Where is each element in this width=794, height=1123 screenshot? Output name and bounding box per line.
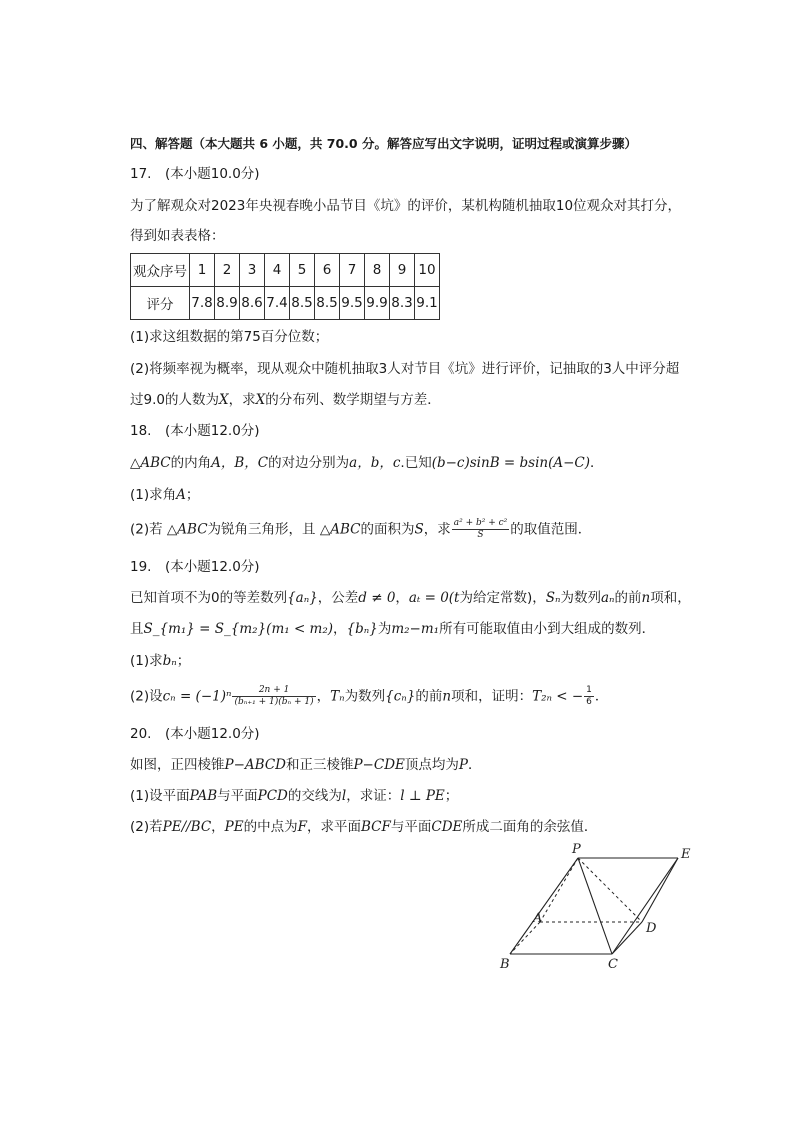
math-expression: l ⊥ PE [400, 788, 445, 804]
q20-heading: 20. (本小题12.0分) [130, 726, 260, 742]
text-segment: 且 [130, 621, 144, 637]
fraction-numerator: 1 [586, 685, 592, 695]
text-segment: ， [211, 819, 225, 835]
math-var: P [458, 757, 468, 773]
id-cell: 8 [365, 254, 390, 287]
text-segment: ． [594, 688, 609, 705]
math-var: P−ABCD [224, 757, 286, 773]
text-segment: 所有可能取值由小到大组成的数列． [439, 621, 656, 637]
math-expression: {bₙ} [346, 621, 378, 637]
q18-part1 [130, 485, 199, 505]
score-cell: 8.5 [315, 287, 340, 320]
math-var: ABC [140, 455, 171, 471]
text-segment: (2)若 △ [130, 521, 178, 538]
score-cell: 8.3 [390, 287, 415, 320]
text-segment: (2)设 [130, 688, 163, 705]
fraction-numerator: a² + b² + c² [453, 518, 508, 528]
math-var: Sₙ [545, 590, 561, 606]
text-segment: 的前 [415, 688, 443, 705]
text-segment: ； [444, 788, 459, 804]
q17-part2-line2 [130, 390, 441, 410]
q18-stem [130, 453, 604, 473]
fraction [584, 685, 594, 708]
text-segment: 的交线为 [287, 788, 342, 804]
math-var: ABC [330, 521, 361, 538]
text-segment: △ [130, 455, 141, 471]
text-segment: 的前 [614, 590, 642, 606]
fraction [232, 685, 315, 708]
text-segment: 的内角 [170, 455, 212, 471]
text-segment: 为数列 [560, 590, 601, 606]
id-cell: 7 [340, 254, 365, 287]
table-row [131, 287, 440, 320]
math-var: n [641, 590, 651, 606]
q19-part1 [130, 651, 190, 671]
text-segment: (1)设平面 [130, 788, 190, 804]
text-segment: ，求证： [346, 788, 401, 804]
fraction-denominator: 6 [586, 697, 592, 707]
math-var: BCF [361, 819, 391, 835]
text-segment: ； [185, 487, 200, 503]
math-expression: T₂ₙ < − [532, 688, 584, 705]
text-segment: 为 [377, 621, 392, 637]
math-expression: PE//BC [162, 819, 212, 835]
text-segment: .已知 [400, 455, 432, 471]
text-segment: ，公差 [317, 590, 359, 606]
math-var: ABC [177, 521, 208, 538]
q18-part2 [130, 518, 591, 541]
id-cell: 6 [315, 254, 340, 287]
text-segment: ，求 [423, 521, 451, 538]
q17-part2-line1: (2)将频率视为概率，现从观众中随机抽取3人对节目《坑》进行评价，记抽取的3人中评分超 [130, 361, 680, 377]
q17-stem-line1: 为了解观众对2023年央视春晚小品节目《坑》的评价，某机构随机抽取10位观众对其打分， [130, 198, 682, 214]
id-cell: 1 [190, 254, 215, 287]
math-var: A [176, 487, 186, 503]
label-b: B [500, 957, 510, 972]
q19-part2 [130, 685, 608, 708]
row-header-score: 评分 [131, 287, 190, 320]
math-var: l [341, 788, 347, 804]
math-expression: S_{m₁} = S_{m₂}(m₁ < m₂) [143, 621, 334, 637]
text-segment: ． [590, 455, 604, 471]
q20-part2 [130, 817, 597, 837]
math-var: Tₙ [330, 688, 345, 705]
label-d: D [646, 921, 657, 936]
text-segment: 过9.0的人数为 [130, 392, 219, 408]
q17-part1: (1)求这组数据的第75百分位数； [130, 329, 329, 345]
edge-pc [578, 858, 612, 954]
math-expression: m₂−m₁ [391, 621, 440, 637]
text-segment: 为给定常数)， [459, 590, 546, 606]
score-cell: 9.9 [365, 287, 390, 320]
id-cell: 5 [290, 254, 315, 287]
text-segment: 的分布列、数学期望与方差． [265, 392, 441, 408]
q17-heading: 17. (本小题10.0分) [130, 166, 260, 182]
text-segment: 和正三棱锥 [285, 757, 354, 773]
text-segment: 项和， [650, 590, 691, 606]
edge-ce [612, 858, 678, 954]
label-p: P [572, 842, 581, 857]
math-var: X [218, 392, 229, 408]
fraction [452, 518, 510, 541]
q20-part1 [130, 786, 458, 806]
score-cell: 8.6 [240, 287, 265, 320]
math-expression: {cₙ} [385, 688, 416, 705]
math-var: PE [224, 819, 244, 835]
table-row [131, 254, 440, 287]
text-segment: 如图，正四棱锥 [130, 757, 225, 773]
text-segment: 与平面 [217, 788, 258, 804]
q17-stem-line2: 得到如表表格： [130, 228, 225, 244]
label-c: C [608, 957, 618, 972]
text-segment: 项和，证明： [451, 688, 533, 705]
edge-pb [510, 858, 578, 954]
math-var: PAB [189, 788, 218, 804]
text-segment: (1)求角 [130, 487, 177, 503]
text-segment: 为数列 [344, 688, 386, 705]
math-expression: cₙ = (−1)ⁿ [162, 688, 232, 705]
id-cell: 4 [265, 254, 290, 287]
fraction-numerator: 2n + 1 [232, 685, 315, 697]
math-var: X [255, 392, 266, 408]
text-segment: 与平面 [390, 819, 432, 835]
q20-stem [130, 755, 481, 775]
math-var: CDE [431, 819, 463, 835]
text-segment: ， [395, 590, 409, 606]
edge-ab-hidden [510, 922, 540, 954]
math-expression: d ≠ 0 [358, 590, 396, 606]
fraction-denominator: S [477, 530, 484, 540]
math-var: bₙ [162, 653, 177, 669]
id-cell: 2 [215, 254, 240, 287]
section-header: 四、解答题（本大题共 6 小题，共 70.0 分。解答应写出文字说明，证明过程或演算步骤） [130, 136, 637, 151]
text-segment: 的面积为 [360, 521, 415, 538]
text-segment: ，求 [228, 392, 256, 408]
q19-heading: 19. (本小题12.0分) [130, 559, 260, 575]
id-cell: 10 [415, 254, 440, 287]
label-a: A [533, 911, 543, 926]
score-cell: 8.9 [215, 287, 240, 320]
q19-stem-line1 [130, 588, 691, 608]
score-table [130, 253, 440, 320]
math-var: A，B，C [211, 455, 269, 471]
math-expression: aₜ = 0(t [408, 590, 460, 606]
math-var: n [442, 688, 452, 705]
score-cell: 7.8 [190, 287, 215, 320]
text-segment: 为锐角三角形，且 △ [207, 521, 331, 538]
id-cell: 3 [240, 254, 265, 287]
text-segment: (2)若 [130, 819, 163, 835]
q18-heading: 18. (本小题12.0分) [130, 423, 260, 439]
edge-pd-hidden [578, 858, 642, 922]
math-var: a，b，c [349, 455, 401, 471]
text-segment: 所成二面角的余弦值． [462, 819, 598, 835]
edge-cd [612, 922, 642, 954]
id-cell: 9 [390, 254, 415, 287]
score-cell: 7.4 [265, 287, 290, 320]
label-e: E [681, 847, 691, 862]
row-header-id: 观众序号 [131, 254, 190, 287]
math-expression: (b−c)sinB = bsin(A−C) [431, 455, 591, 471]
text-segment: ， [316, 688, 331, 705]
pyramid-figure [490, 838, 700, 973]
edge-de [642, 858, 678, 922]
score-cell: 9.5 [340, 287, 365, 320]
text-segment: ，求平面 [307, 819, 361, 835]
text-segment: ； [176, 653, 191, 669]
score-cell: 9.1 [415, 287, 440, 320]
q19-stem-line2 [130, 619, 655, 639]
math-expression: {aₙ} [287, 590, 318, 606]
math-var: aₙ [601, 590, 615, 606]
score-cell: 8.5 [290, 287, 315, 320]
text-segment: 的对边分别为 [268, 455, 350, 471]
text-segment: 顶点均为 [404, 757, 459, 773]
text-segment: 的中点为 [243, 819, 298, 835]
math-var: S [414, 521, 424, 538]
text-segment: ． [467, 757, 482, 773]
math-var: F [297, 819, 307, 835]
text-segment: ， [333, 621, 347, 637]
text-segment: 的取值范围． [510, 521, 592, 538]
math-var: P−CDE [353, 757, 405, 773]
text-segment: 已知首项不为0的等差数列 [130, 590, 288, 606]
text-segment: (1)求 [130, 653, 163, 669]
fraction-denominator: (bₙ₊₁ + 1)(bₙ + 1) [234, 697, 314, 707]
edge-pa-hidden [540, 858, 578, 922]
math-var: PCD [257, 788, 288, 804]
